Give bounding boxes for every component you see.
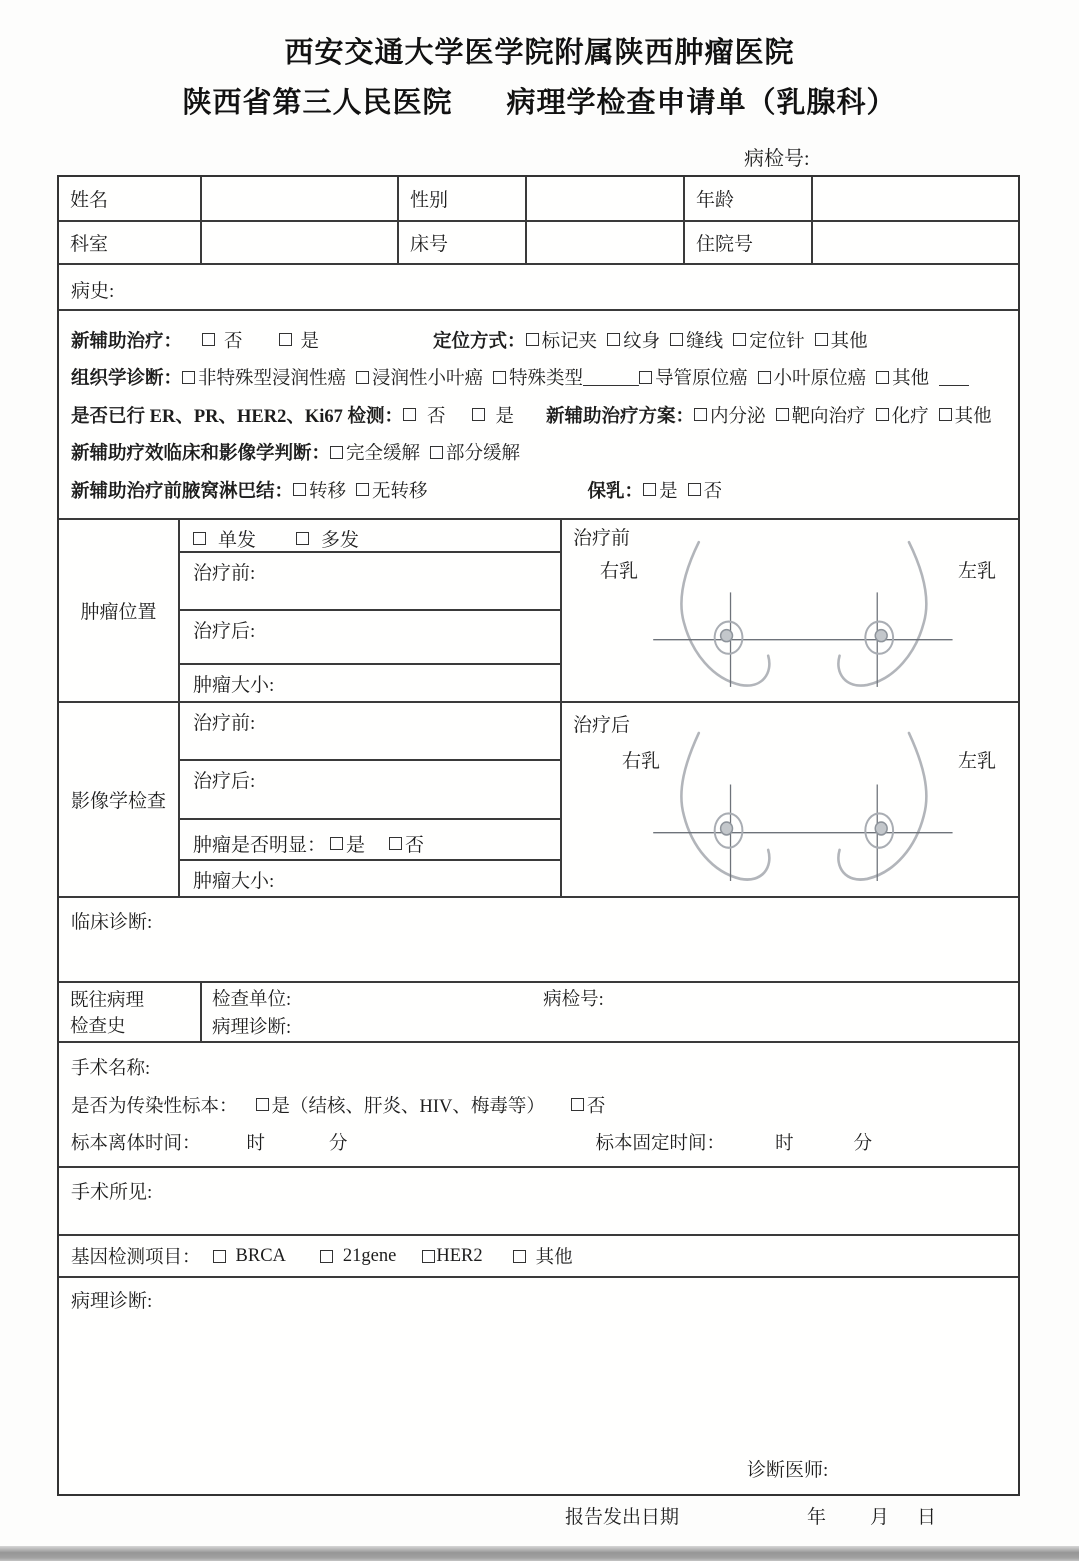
prior-pathology-fields [202,983,1018,1041]
checkbox-label: 内分泌 [710,406,766,427]
checkbox-icon [356,371,369,384]
checkbox-label: 小叶原位癌 [773,369,867,389]
checkbox-label: 靶向治疗 [791,406,866,427]
field-label: 保乳： [587,481,644,502]
spacer [679,1515,807,1516]
field-label: 是否已行 ER、PR、HER2、Ki67 检测： [71,406,403,427]
checkbox-label: 部分缓解 [446,444,521,464]
checkbox-option [939,402,992,428]
age-label-cell [685,177,813,220]
spacer [456,414,472,415]
gender-label-cell [399,177,527,220]
exam-number-label: 病检号: [744,148,810,170]
checkbox-option [876,402,929,428]
marker-test-line [71,402,1010,428]
field-label: 新辅助治疗前腋窝淋巴结： [71,481,294,502]
checkbox-icon [571,1098,584,1111]
checkbox-label: 否 [405,835,425,856]
field-label: 新辅助疗效临床和影像学判断： [71,444,331,464]
tumor-count-row [180,520,560,553]
axillary-node-line [71,477,1010,503]
checkbox-option [213,1246,286,1267]
text-label: 治疗后: [193,771,256,792]
text-label: 报告发出日期 [565,1507,680,1528]
checkbox-label: 是（结核、肝炎、HIV、梅毒等） [271,1096,545,1117]
text-label: 治疗后: [193,621,256,642]
imaging-tumor-size-row [180,861,560,896]
checkbox-option [776,402,866,428]
spacer [524,414,546,415]
checkbox-label: 否 [703,481,723,502]
tumor-visible-row [180,820,560,861]
checkbox-option [202,327,243,353]
text-label: 病理诊断: [212,1018,292,1038]
text-label: 病检号: [543,990,604,1010]
checkbox-label: 是 [300,331,320,352]
neoadjuvant-therapy-line [71,327,1010,353]
checkbox-icon [182,371,195,384]
form-title [0,80,1079,121]
checkbox-label: 标记夹 [541,331,598,352]
prior-diagnosis-line [212,1013,1018,1039]
checkbox-label: 完全缓解 [346,444,421,464]
pathology-diagnosis-label: 病理诊断: [71,1291,153,1312]
checkbox-icon [430,446,443,459]
name-label-cell [59,177,202,220]
spacer [296,1256,320,1257]
checkbox-option [571,1092,606,1118]
spacer [826,1515,870,1516]
pre-treatment-diagram-panel [562,520,1018,701]
tumor-location-fields [180,520,562,701]
text-label: 月 [870,1507,890,1528]
checkbox-option [607,327,660,353]
text-label: 肿瘤是否明显： [193,835,327,856]
checkbox-icon [213,1250,226,1263]
checkbox-icon [279,333,292,346]
checkbox-icon [422,1250,435,1263]
checkbox-icon [193,532,206,545]
checkbox-option [876,364,929,390]
diagnostician-label: 诊断医师: [747,1460,829,1481]
text-label: 分 [329,1133,348,1154]
post-treatment-title: 治疗后 [573,715,631,736]
checkbox-label: 浸润性小叶癌 [372,369,484,389]
checkbox-option [182,364,346,390]
scan-edge-strip [0,1546,1079,1561]
checkbox-icon [293,483,306,496]
checkbox-option [296,525,359,552]
spacer [493,1256,513,1257]
department-label-cell [59,222,202,263]
checkbox-label: 定位针 [749,331,805,352]
tumor-pre-treatment-row [180,553,560,611]
post-treatment-diagram-panel [562,703,1018,896]
bed-label-cell [399,222,527,263]
imaging-post-treatment-row [180,761,560,820]
checkbox-label: HER2 [436,1245,483,1266]
checkbox-option [430,439,520,465]
checkbox-option [389,830,424,857]
text-label: 时 [246,1133,266,1154]
text-label: 时 [775,1133,794,1154]
checkbox-option [694,402,766,428]
imaging-section [59,703,1018,898]
checkbox-option [758,364,867,390]
checkbox-label: 转移 [309,481,347,502]
text-label: 治疗前: [193,713,256,734]
checkbox-option [422,1246,482,1267]
checkbox-icon [356,483,369,496]
checkbox-label: 非特殊型浸润性癌 [198,369,347,389]
age-label: 年龄 [696,190,735,211]
checkbox-label: 否 [426,406,446,427]
checkbox-option [639,364,748,390]
name-value-cell [202,177,399,220]
checkbox-option [526,327,598,353]
checkbox-icon [733,333,746,346]
blank-underline [583,369,639,386]
checkbox-icon [493,371,506,384]
spacer [375,843,389,844]
checkbox-option [330,830,365,857]
spacer [201,1256,213,1257]
surgery-section [59,1043,1018,1168]
checkbox-icon [202,333,215,346]
checkbox-label: 21gene [342,1245,397,1266]
spacer [438,489,588,490]
pre-treatment-title: 治疗前 [573,528,631,549]
hospital-title: 西安交通大学医学院附属陕西肿瘤医院 [284,37,795,69]
checkbox-label: 单发 [218,529,257,551]
checkbox-icon [256,1098,269,1111]
admission-label-cell [685,222,813,263]
checkbox-icon [330,837,343,850]
name-label: 姓名 [70,190,109,211]
therapy-effect-line [71,439,1010,465]
bed-label: 床号 [410,234,449,255]
surgery-name-line [71,1054,1018,1080]
text-label: 基因检测项目： [71,1248,201,1268]
blank-underline [939,369,969,386]
right-breast-label: 右乳 [600,561,639,582]
checkbox-icon [389,837,402,850]
age-value-cell [813,177,1018,220]
checkbox-icon [639,371,652,384]
pathology-request-form [57,175,1020,1496]
checkbox-icon [688,483,701,496]
spacer [238,1104,256,1105]
text-label: 标本固定时间： [595,1133,726,1154]
hospital-subtitle: 陕西省第三人民医院 [182,87,453,119]
tumor-size-row [180,665,560,701]
checkbox-icon [472,408,485,421]
spacer [182,339,202,340]
text-label: 检查单位: [212,990,292,1010]
specimen-time-line [71,1129,1018,1155]
text-label: 手术名称: [71,1059,151,1080]
checkbox-icon [607,333,620,346]
field-label: 定位方式： [433,331,526,352]
bed-value-cell [527,222,685,263]
spacer [555,1104,571,1105]
checkbox-option [403,402,446,428]
checkbox-option [330,439,420,465]
checkbox-icon [876,408,889,421]
text-label: 标本离体时间： [71,1133,201,1154]
checkbox-option [472,402,515,428]
pathology-diagnosis-field [59,1278,1018,1494]
spacer [329,339,433,340]
left-breast-label: 左乳 [957,751,996,772]
checkbox-label: 纹身 [623,331,661,352]
checkbox-label: 缝线 [686,331,724,352]
checkbox-option [256,1092,545,1118]
checkbox-icon [776,408,789,421]
checkbox-option [688,477,723,503]
checkbox-icon [939,408,952,421]
spacer [406,1256,422,1257]
imaging-label: 影像学检查 [59,703,180,896]
prior-pathology-label [59,983,202,1041]
admission-value-cell [813,222,1018,263]
spacer [348,1141,596,1142]
breast-diagram [562,520,1018,701]
text-label: 日 [917,1507,937,1528]
field-label: 新辅助治疗： [71,331,183,352]
prior-pathology-label-line1: 既往病理 [70,991,145,1011]
clinical-diagnosis-label: 临床诊断: [71,912,153,933]
checkbox-option [670,327,723,353]
surgical-findings-label: 手术所见: [71,1182,153,1203]
checkbox-label: 其他 [892,369,930,389]
checkbox-label: 化疗 [891,406,929,427]
infectious-specimen-line [71,1092,1018,1118]
checkbox-label: 多发 [321,529,360,551]
text-label: 肿瘤大小: [193,675,275,696]
field-label: 新辅助治疗方案： [546,406,695,427]
checkbox-icon [296,532,309,545]
checkbox-icon [320,1250,333,1263]
checkbox-label: 其他 [830,331,868,352]
checkbox-option [279,327,320,353]
patient-row-1 [59,177,1018,222]
checkbox-label: 是 [346,835,366,856]
prior-pathology-section [59,983,1018,1043]
spacer [201,1141,247,1142]
checkbox-option [733,327,805,353]
checkbox-label: 无转移 [372,481,428,502]
checkbox-label: 特殊类型 [509,369,584,389]
checkbox-option [815,327,868,353]
spacer [889,1515,917,1516]
checkbox-label: BRCA [235,1245,286,1266]
checkbox-label: 是 [495,406,515,427]
text-label: 分 [853,1133,873,1154]
department-value-cell [202,222,399,263]
checkbox-option [193,525,256,552]
imaging-fields [180,703,562,896]
imaging-pre-treatment-row [180,703,560,761]
checkbox-label: 否 [586,1096,606,1117]
spacer [266,538,296,539]
checkbox-icon [758,371,771,384]
text-label: 年 [807,1507,827,1528]
spacer [291,998,543,999]
history-field [59,265,1018,311]
checkbox-icon [815,333,828,346]
text-label: 治疗前: [193,563,256,584]
checkbox-option [643,477,678,503]
clinical-diagnosis-field [59,898,1018,983]
gender-label: 性别 [410,190,449,211]
tumor-post-treatment-row [180,611,560,665]
spacer [794,1141,854,1142]
gender-value-cell [527,177,685,220]
checkbox-icon [876,371,889,384]
text-label: 肿瘤大小: [193,871,275,892]
checkbox-label: 是 [659,481,678,502]
checkbox-icon [403,408,416,421]
report-date-line [57,1502,1020,1529]
checkbox-label: 导管原位癌 [655,369,748,389]
tumor-location-section [59,520,1018,703]
admission-label: 住院号 [696,234,754,255]
checkbox-option [293,477,346,503]
checkbox-label: 否 [224,331,243,352]
left-breast-label: 左乳 [957,561,996,582]
field-label: 组织学诊断： [71,369,183,389]
checkbox-icon [694,408,707,421]
text-label: 是否为传染性标本： [71,1096,238,1117]
gene-test-line [59,1236,1018,1278]
neoadjuvant-block [59,311,1018,520]
checkbox-option [320,1246,396,1267]
patient-row-2 [59,222,1018,265]
breast-diagram [562,703,1018,896]
tumor-location-label: 肿瘤位置 [59,520,180,701]
prior-pathology-label-line2: 检查史 [70,1017,126,1037]
checkbox-option [356,477,428,503]
checkbox-option [493,364,583,390]
checkbox-icon [330,446,343,459]
prior-unit-line [212,985,1018,1011]
spacer [57,1515,565,1516]
form-name: 病理学检查申请单（乳腺科） [506,87,897,119]
checkbox-icon [513,1250,526,1263]
histology-diagnosis-line [71,364,1010,390]
surgical-findings-field [59,1168,1018,1236]
checkbox-icon [670,333,683,346]
spacer [253,339,279,340]
checkbox-label: 其他 [954,406,992,427]
checkbox-label: 其他 [535,1248,573,1268]
checkbox-option [356,364,483,390]
history-label: 病史: [71,281,115,302]
checkbox-icon [526,333,539,346]
spacer [725,1141,775,1142]
spacer [265,1141,329,1142]
right-breast-label: 右乳 [622,751,661,772]
department-label: 科室 [70,234,109,255]
checkbox-option [513,1243,573,1269]
checkbox-icon [643,483,656,496]
